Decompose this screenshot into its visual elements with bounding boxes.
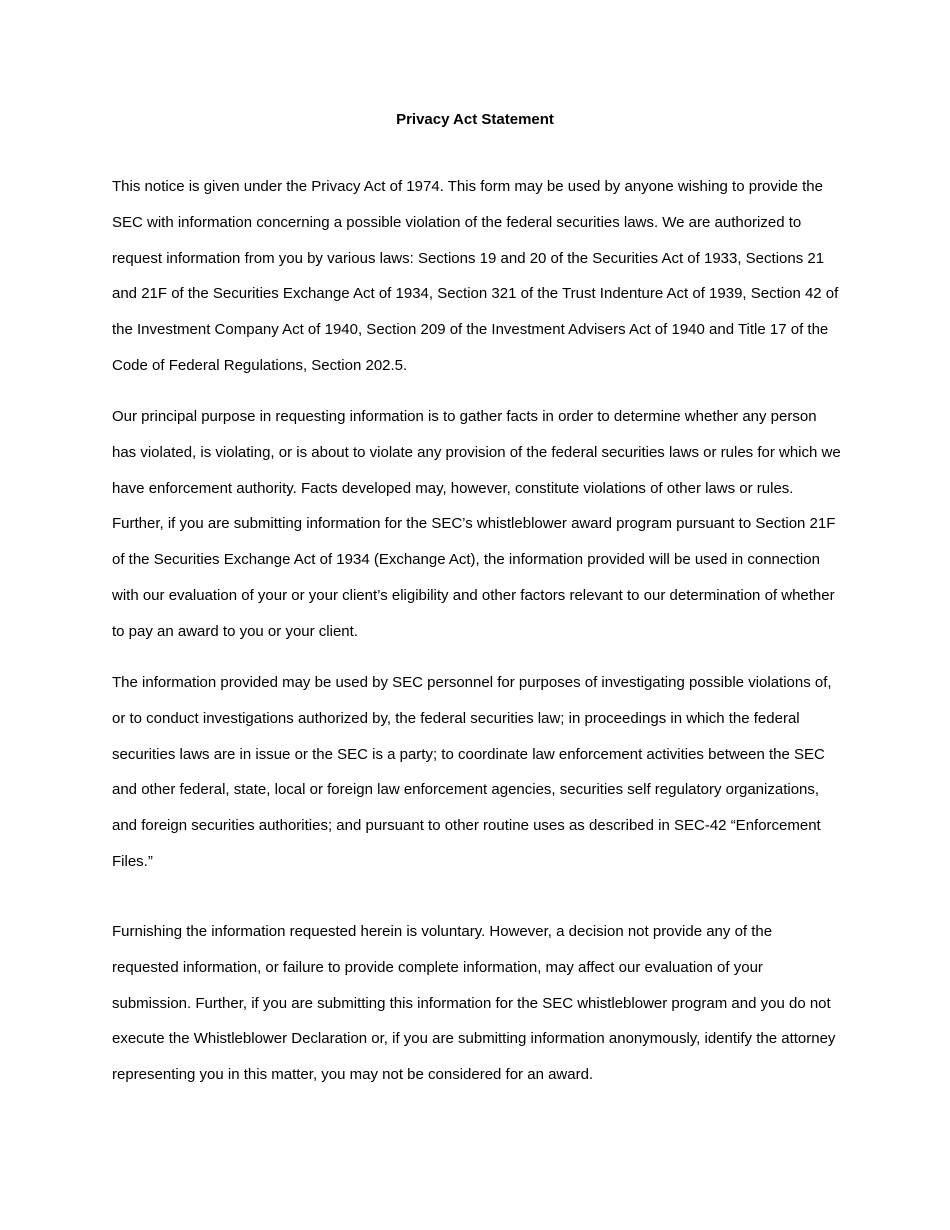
- paragraph-routine-uses: The information provided may be used by SEC personnel for purposes of investigating possible violations of, or to conduct investigations authorized by, the federal securities law; in proceedings in which the federal securities laws are in issue or the SEC is a party; to coordinate law enforcement activities between the SEC and other federal, state, local or foreign law enforcement agencies, securities self regulatory organizations, and foreign securities authorities; and pursuant to other routine uses as described in SEC-42 “Enforcement Files.”: [112, 674, 832, 870]
- paragraph-privacy-act-notice: This notice is given under the Privacy Act of 1974. This form may be used by anyone wishing to provide the SEC with information concerning a possible violation of the federal securities laws. We are authorized to request information from you by various laws: Sections 19 and 20 of the Securities Act of 1933, Sections 21 and 21F of the Securities Exchange Act of 1934, Section 321 of the Trust Indenture Act of 1939, Section 42 of the Investment Company Act of 1940, Section 209 of the Investment Advisers Act of 1940 and Title 17 of the Code of Federal Regulations, Section 202.5.: [112, 178, 839, 374]
- paragraph-voluntary-disclosure: Furnishing the information requested herein is voluntary. However, a decision not provide any of the requested information, or failure to provide complete information, may affect our evaluation of your submission. Further, if you are submitting this information for the SEC whistleblower program and you do not execute the Whistleblower Declaration or, if you are submitting information anonymously, identify the attorney representing you in this matter, you may not be considered for an award.: [112, 923, 836, 1084]
- page-title: Privacy Act Statement: [396, 111, 554, 128]
- paragraph-principal-purpose: Our principal purpose in requesting information is to gather facts in order to determine whether any person has violated, is violating, or is about to violate any provision of the federal securities laws or rules for which we have enforcement authority. Facts developed may, however, constitute violations of other laws or rules. Further, if you are submitting information for the SEC’s whistleblower award program pursuant to Section 21F of the Securities Exchange Act of 1934 (Exchange Act), the information provided will be used in connection with our evaluation of your or your client’s eligibility and other factors relevant to our determination of whether to pay an award to you or your client.: [112, 408, 841, 640]
